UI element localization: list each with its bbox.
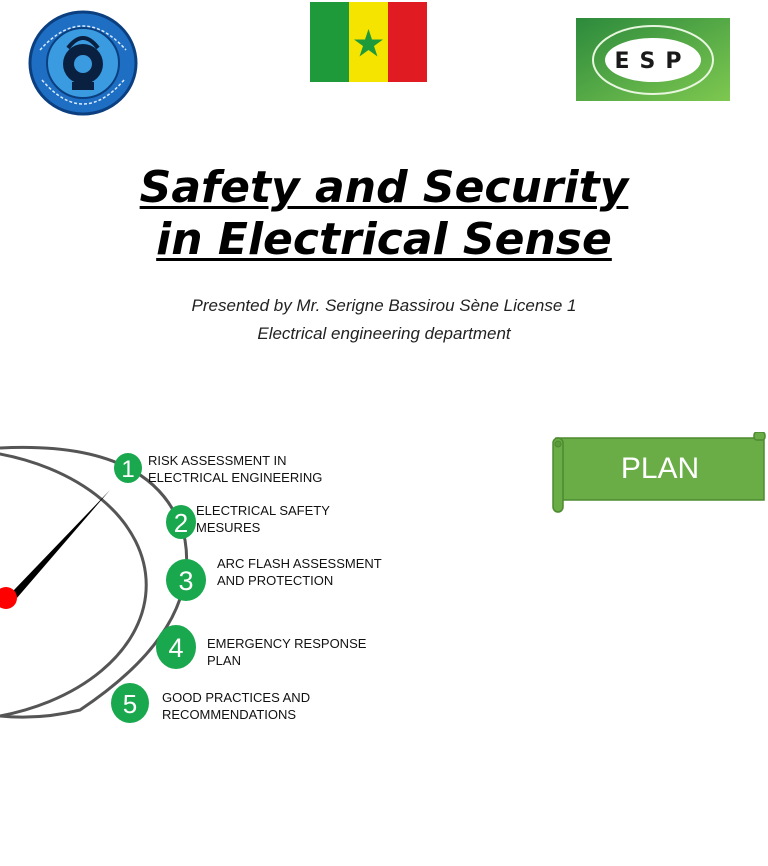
- plan-item-4-line-1: EMERGENCY RESPONSE: [207, 636, 367, 651]
- svg-text:1: 1: [121, 456, 135, 483]
- svg-text:2: 2: [173, 508, 189, 538]
- plan-item-5-line-1: GOOD PRACTICES AND: [162, 690, 311, 705]
- plan-item-3-line-1: ARC FLASH ASSESSMENT: [217, 556, 382, 571]
- plan-item-1-line-1: RISK ASSESSMENT IN: [148, 453, 287, 468]
- presenter-line: Presented by Mr. Serigne Bassirou Sène License 1: [191, 296, 577, 315]
- plan-item-2-line-2: MESURES: [196, 520, 261, 535]
- plan-item-1-line-2: ELECTRICAL ENGINEERING: [148, 470, 323, 485]
- esp-logo: [576, 18, 730, 101]
- gauge-needle: [2, 490, 110, 606]
- plan-item-marker-5: [111, 683, 149, 723]
- plan-item-label-2: [196, 502, 330, 536]
- title-line-2: in Electrical Sense: [156, 214, 612, 265]
- plan-item-3-line-2: AND PROTECTION: [217, 573, 334, 588]
- plan-item-label-1: [148, 452, 322, 486]
- university-seal-logo: [28, 10, 138, 116]
- svg-text:3: 3: [178, 566, 194, 596]
- plan-item-4-line-2: PLAN: [207, 653, 241, 668]
- plan-item-5-line-2: RECOMMENDATIONS: [162, 707, 297, 722]
- page-title: [0, 162, 768, 266]
- plan-item-marker-1: [114, 453, 142, 483]
- department-line: Electrical engineering department: [257, 324, 511, 343]
- plan-item-marker-4: [156, 625, 196, 669]
- senegal-flag: [310, 2, 427, 82]
- svg-text:5: 5: [122, 689, 138, 719]
- svg-text:ESP: ESP: [614, 49, 692, 74]
- plan-banner-label: PLAN: [620, 452, 700, 485]
- plan-item-marker-3: [166, 559, 206, 601]
- plan-item-2-line-1: ELECTRICAL SAFETY: [196, 503, 330, 518]
- plan-item-label-4: [207, 635, 366, 669]
- title-line-1: Safety and Security: [139, 162, 629, 213]
- svg-text:4: 4: [168, 633, 184, 663]
- plan-item-marker-2: [166, 505, 196, 539]
- plan-item-label-5: [162, 689, 310, 723]
- plan-item-label-3: [217, 555, 382, 589]
